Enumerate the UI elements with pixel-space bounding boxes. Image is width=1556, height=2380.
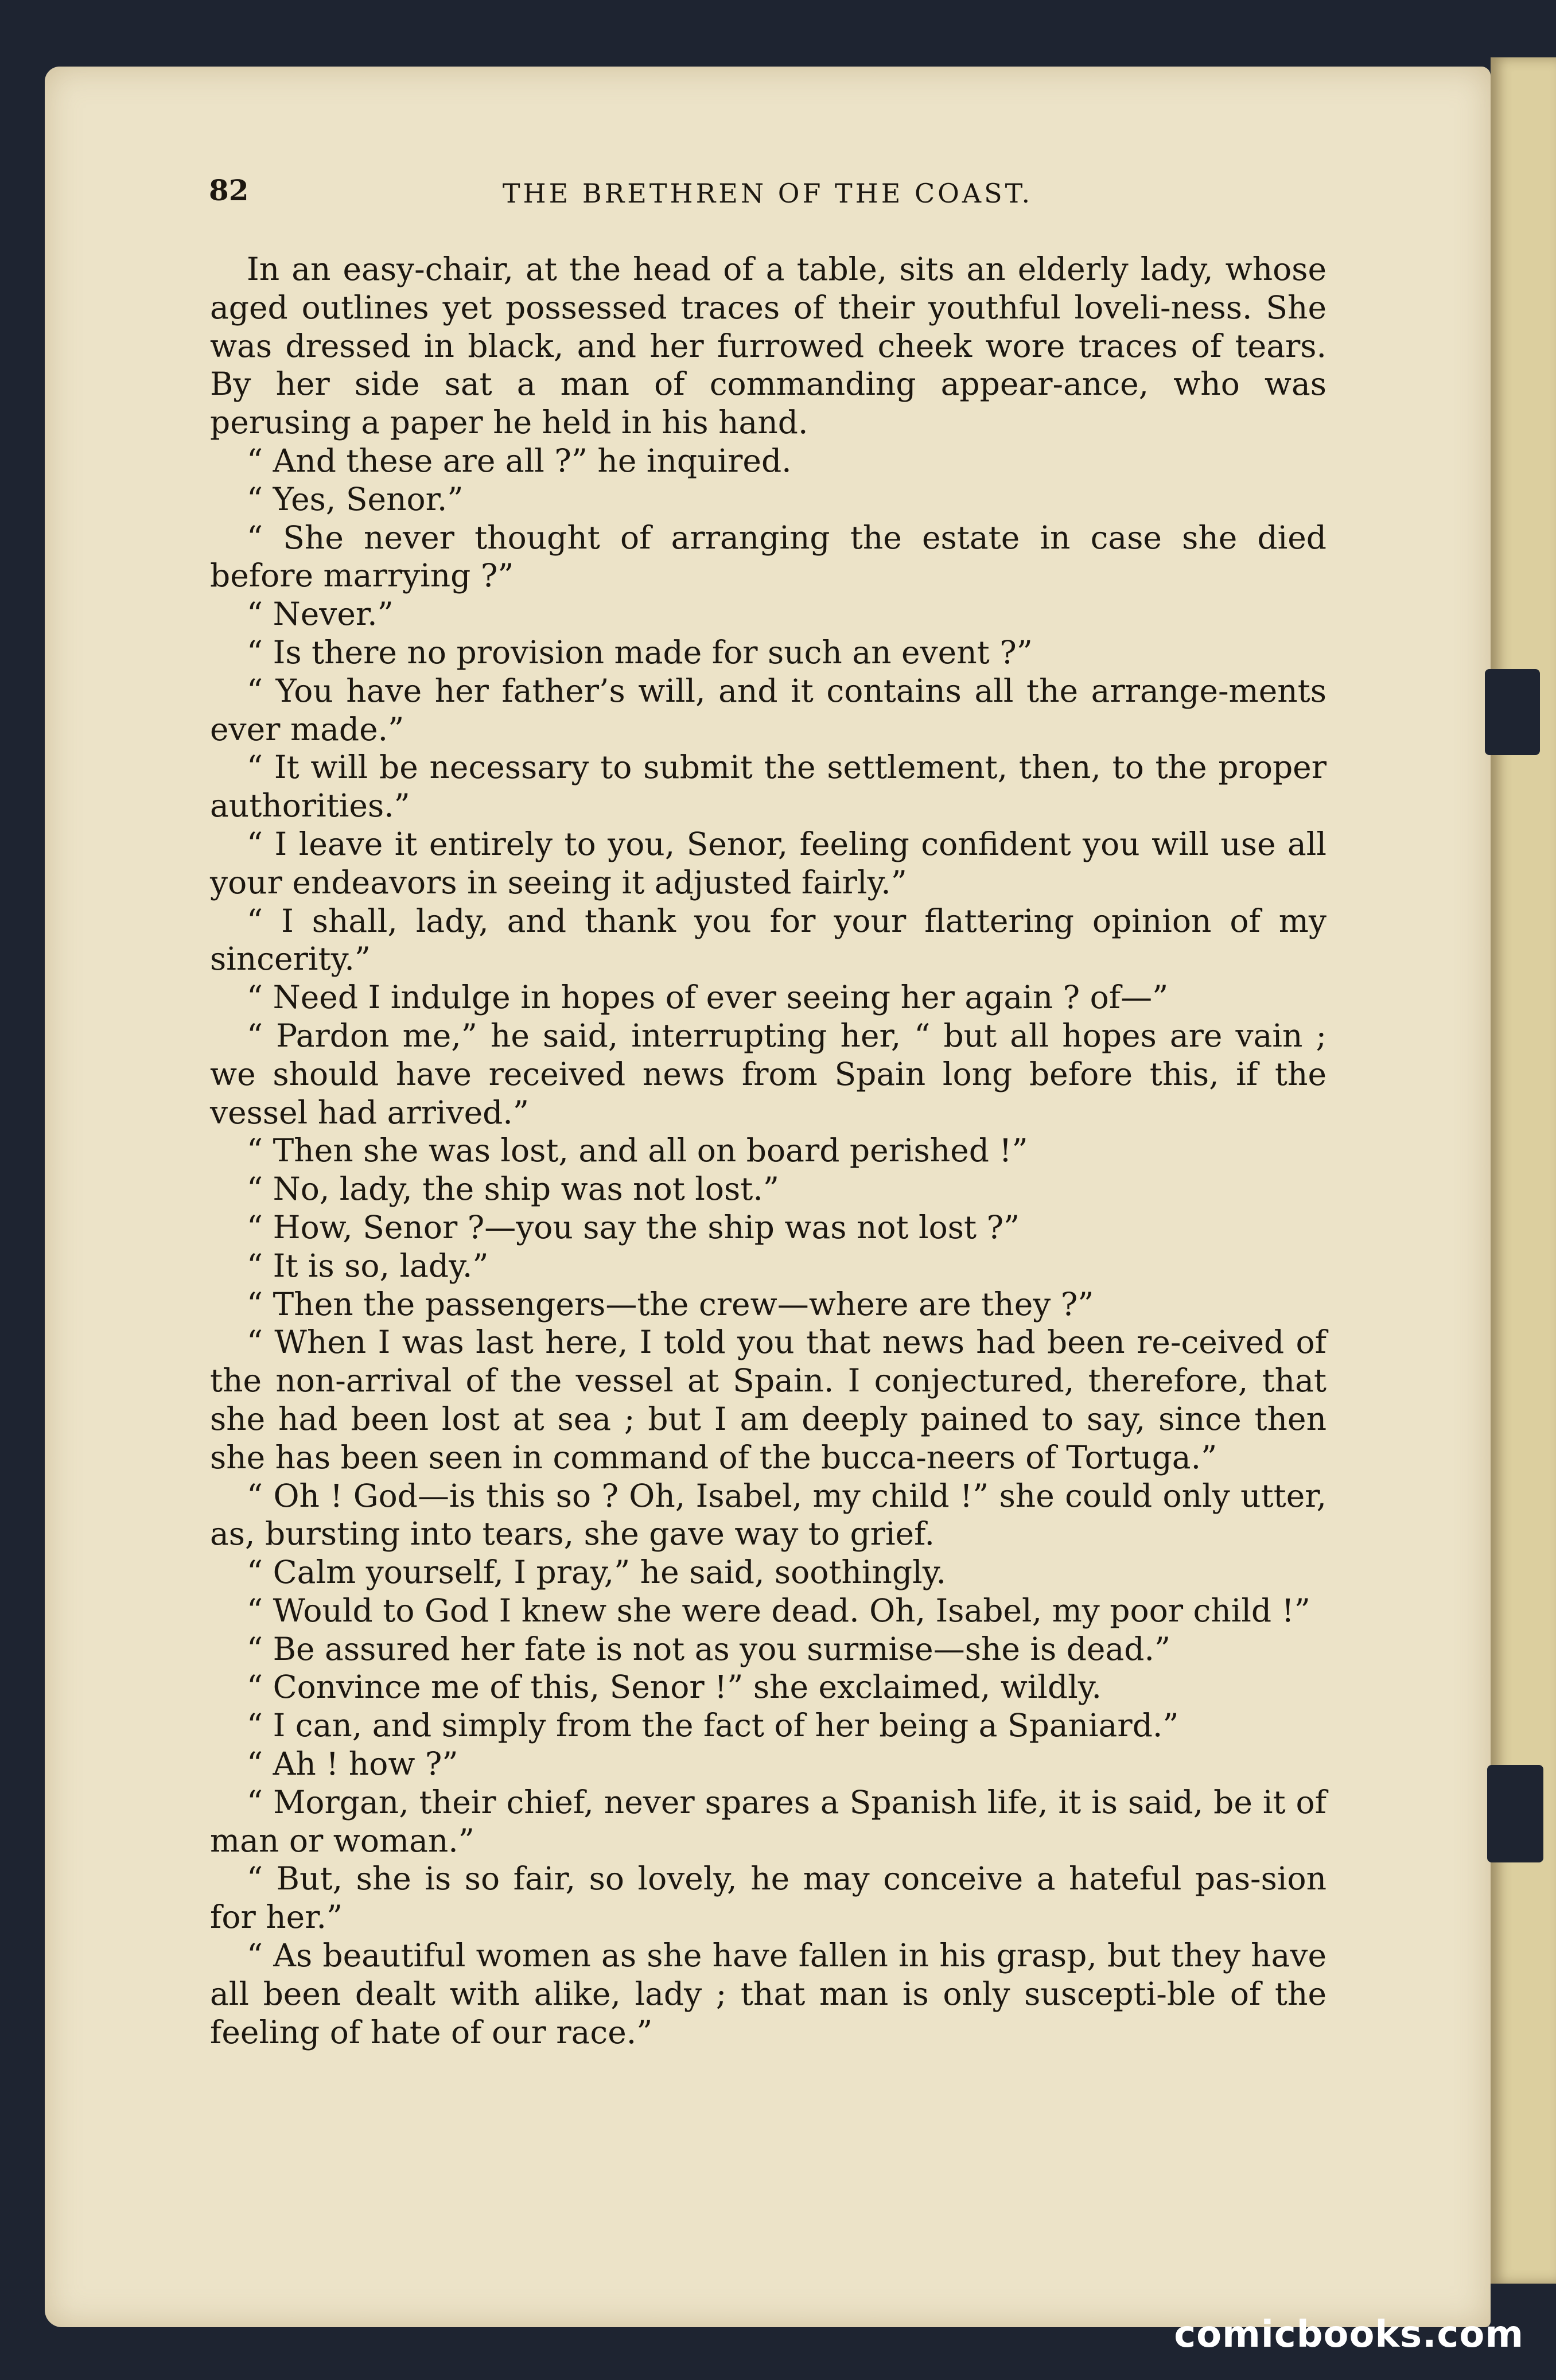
paragraph: “ Then the passengers—the crew—where are they ?”: [247, 1285, 1094, 1323]
paragraph: “ Oh ! God—is this so ? Oh, Isabel, my child !” she could only utter, as, bursting into tears, she gave way to grief.: [210, 1477, 1327, 1553]
paragraph: “ Then she was lost, and all on board perished !”: [247, 1132, 1028, 1169]
paragraph: “ Calm yourself, I pray,” he said, soothingly.: [247, 1554, 946, 1591]
book-page: [45, 67, 1491, 2327]
paragraph: “ She never thought of arranging the estate in case she died before marrying ?”: [210, 519, 1327, 594]
paragraph: In an easy-chair, at the head of a table, sits an elderly lady, whose aged outlines yet possessed traces of their youthful loveli-ness. She was dressed in black, and her furrowed cheek wore traces of tears. By her side sat a man of commanding appear-ance, who was perusing a paper he held in his hand.: [210, 251, 1327, 441]
paragraph: “ Need I indulge in hopes of ever seeing her again ? of—”: [247, 979, 1169, 1016]
paragraph: “ Morgan, their chief, never spares a Spanish life, it is said, be it of man or woman.”: [210, 1783, 1327, 1859]
paragraph: “ Never.”: [247, 596, 394, 633]
binding-tear-lower: [1487, 1765, 1543, 1862]
watermark: comicbooks.com: [1174, 2313, 1524, 2356]
page-header: [45, 173, 1491, 242]
paragraph: “ Yes, Senor.”: [247, 480, 464, 518]
paragraph: “ Would to God I knew she were dead. Oh, Isabel, my poor child !”: [247, 1592, 1310, 1629]
paragraph: “ And these are all ?” he inquired.: [247, 442, 792, 479]
paragraph: “ But, she is so fair, so lovely, he may conceive a hateful pas-sion for her.”: [210, 1860, 1327, 1936]
paragraph: “ Pardon me,” he said, interrupting her, “ but all hopes are vain ; we should have received news from Spain long before this, if the vessel had arrived.”: [210, 1017, 1327, 1131]
facing-page-edge: [1491, 57, 1556, 2284]
body-text: [210, 250, 1327, 2051]
paragraph: “ As beautiful women as she have fallen in his grasp, but they have all been dealt with alike, lady ; that man is only suscepti-ble of the feeling of hate of our race.”: [210, 1937, 1327, 2051]
paragraph: “ Convince me of this, Senor !” she exclaimed, wildly.: [247, 1669, 1102, 1706]
paragraph: “ I leave it entirely to you, Senor, feeling confident you will use all your endeavors in seeing it adjusted fairly.”: [210, 825, 1327, 901]
paragraph: “ When I was last here, I told you that news had been re-ceived of the non-arrival of the vessel at Spain. I conjectured, therefore, that she had been lost at sea ; but I am deeply pained to say, since then she has been seen in command of the bucca-neers of Tortuga.”: [210, 1324, 1327, 1476]
page-number: 82: [209, 173, 249, 207]
paragraph: “ I shall, lady, and thank you for your flattering opinion of my sincerity.”: [210, 902, 1327, 978]
paragraph: “ I can, and simply from the fact of her being a Spaniard.”: [247, 1707, 1179, 1744]
paragraph: “ You have her father’s will, and it contains all the arrange-ments ever made.”: [210, 672, 1327, 748]
paragraph: “ It is so, lady.”: [247, 1247, 489, 1284]
running-title: THE BRETHREN OF THE COAST.: [502, 178, 1033, 209]
paragraph: “ It will be necessary to submit the settlement, then, to the proper authorities.”: [210, 749, 1327, 825]
paragraph: “ Is there no provision made for such an event ?”: [247, 633, 1033, 671]
paragraph: “ Be assured her fate is not as you surmise—she is dead.”: [247, 1630, 1171, 1667]
binding-tear-upper: [1485, 669, 1540, 755]
paragraph: “ How, Senor ?—you say the ship was not lost ?”: [247, 1208, 1020, 1246]
paragraph: “ Ah ! how ?”: [247, 1745, 458, 1783]
paragraph: “ No, lady, the ship was not lost.”: [247, 1170, 779, 1208]
